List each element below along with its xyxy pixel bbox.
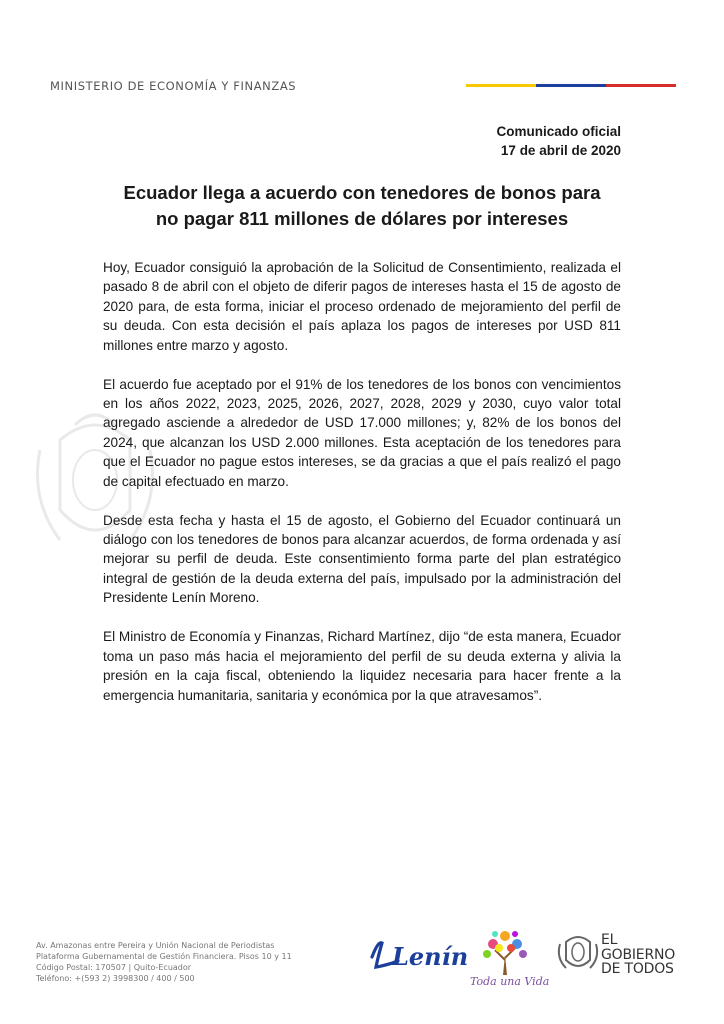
address-line-4: Teléfono: +(593 2) 3998300 / 400 / 500 [36,974,195,983]
dateline-label: Comunicado oficial [496,124,621,139]
gobierno-de-todos-text [601,933,675,977]
toda-una-vida-text: Toda una Vida [470,975,550,988]
flag-yellow [466,84,536,87]
address-line-3: Código Postal: 170507 | Quito-Ecuador [36,963,192,972]
body-paragraph-3: Desde esta fecha y hasta el 15 de agosto, el Gobierno del Ecuador continuará un diálogo con los tenedores de bonos para alcanzar acuerdos, de forma ordenada y así mejorar su perfil de deuda. Este consentimiento forma parte del plan estratégico integral de gestión de la deuda externa del país, impulsado por la administración del Presidente Lenín Moreno. [103,512,621,606]
address-line-2: Plataforma Gubernamental de Gestión Financiera. Pisos 10 y 11 [36,952,292,961]
title-line-2: no pagar 811 millones de dólares por intereses [155,208,569,229]
lenin-logo-text: Lenín [392,942,469,971]
dateline-date: 17 de abril de 2020 [500,143,621,158]
ministry-header: MINISTERIO DE ECONOMÍA Y FINANZAS [50,79,297,93]
address-line-1: Av. Amazonas entre Pereira y Unión Nacional de Periodistas [36,941,275,950]
lenin-logo-icon [368,935,469,975]
gob-line-1: EL [601,932,618,948]
body-paragraph-2: El acuerdo fue aceptado por el 91% de los tenedores de los bonos con vencimientos en los años 2022, 2023, 2025, 2026, 2027, 2028, 2029 y 2030, cuyo valor total agregado asciende a alrededor de USD 17.000 millones; y, 82% de los bonos del 2024, que alcanzan los USD 2.000 millones. Esta aceptación de los tenedores para que el Ecuador no pague estos intereses, se da gracias a que el país realizó el pago de capital efectuado en marzo. [103,376,621,489]
dateline [496,122,621,160]
gob-line-2: GOBIERNO [601,946,676,963]
body-paragraph-4: El Ministro de Economía y Finanzas, Richard Martínez, dijo “de esta manera, Ecuador toma un paso más hacia el mejoramiento del perfil de su deuda externa y alivia la presión en la caja fiscal, obteniendo la liquidez necesaria para hacer frente a la emergencia humanitaria, sanitaria y económica por la que atravesamos”. [103,629,621,703]
flag-red [606,84,676,87]
flag-blue [536,84,606,87]
gob-line-3: DE TODOS [601,961,674,977]
body-paragraph-1: Hoy, Ecuador consiguió la aprobación de la Solicitud de Consentimiento, realizada el pasado 8 de abril con el objeto de diferir pagos de intereses hasta el 15 de agosto de 2020 para, de esta forma, iniciar el proceso ordenado de mejoramiento del perfil de su deuda. Con esta decisión el país aplaza los pagos de intereses por USD 811 millones entre marzo y agosto. [103,260,621,353]
document-body [103,258,621,725]
document-title [100,180,624,232]
footer-address [36,940,292,984]
flag-color-bar [466,84,676,87]
gobierno-coat-of-arms-icon [556,930,600,974]
title-line-1: Ecuador llega a acuerdo con tenedores de bonos para [123,182,601,203]
